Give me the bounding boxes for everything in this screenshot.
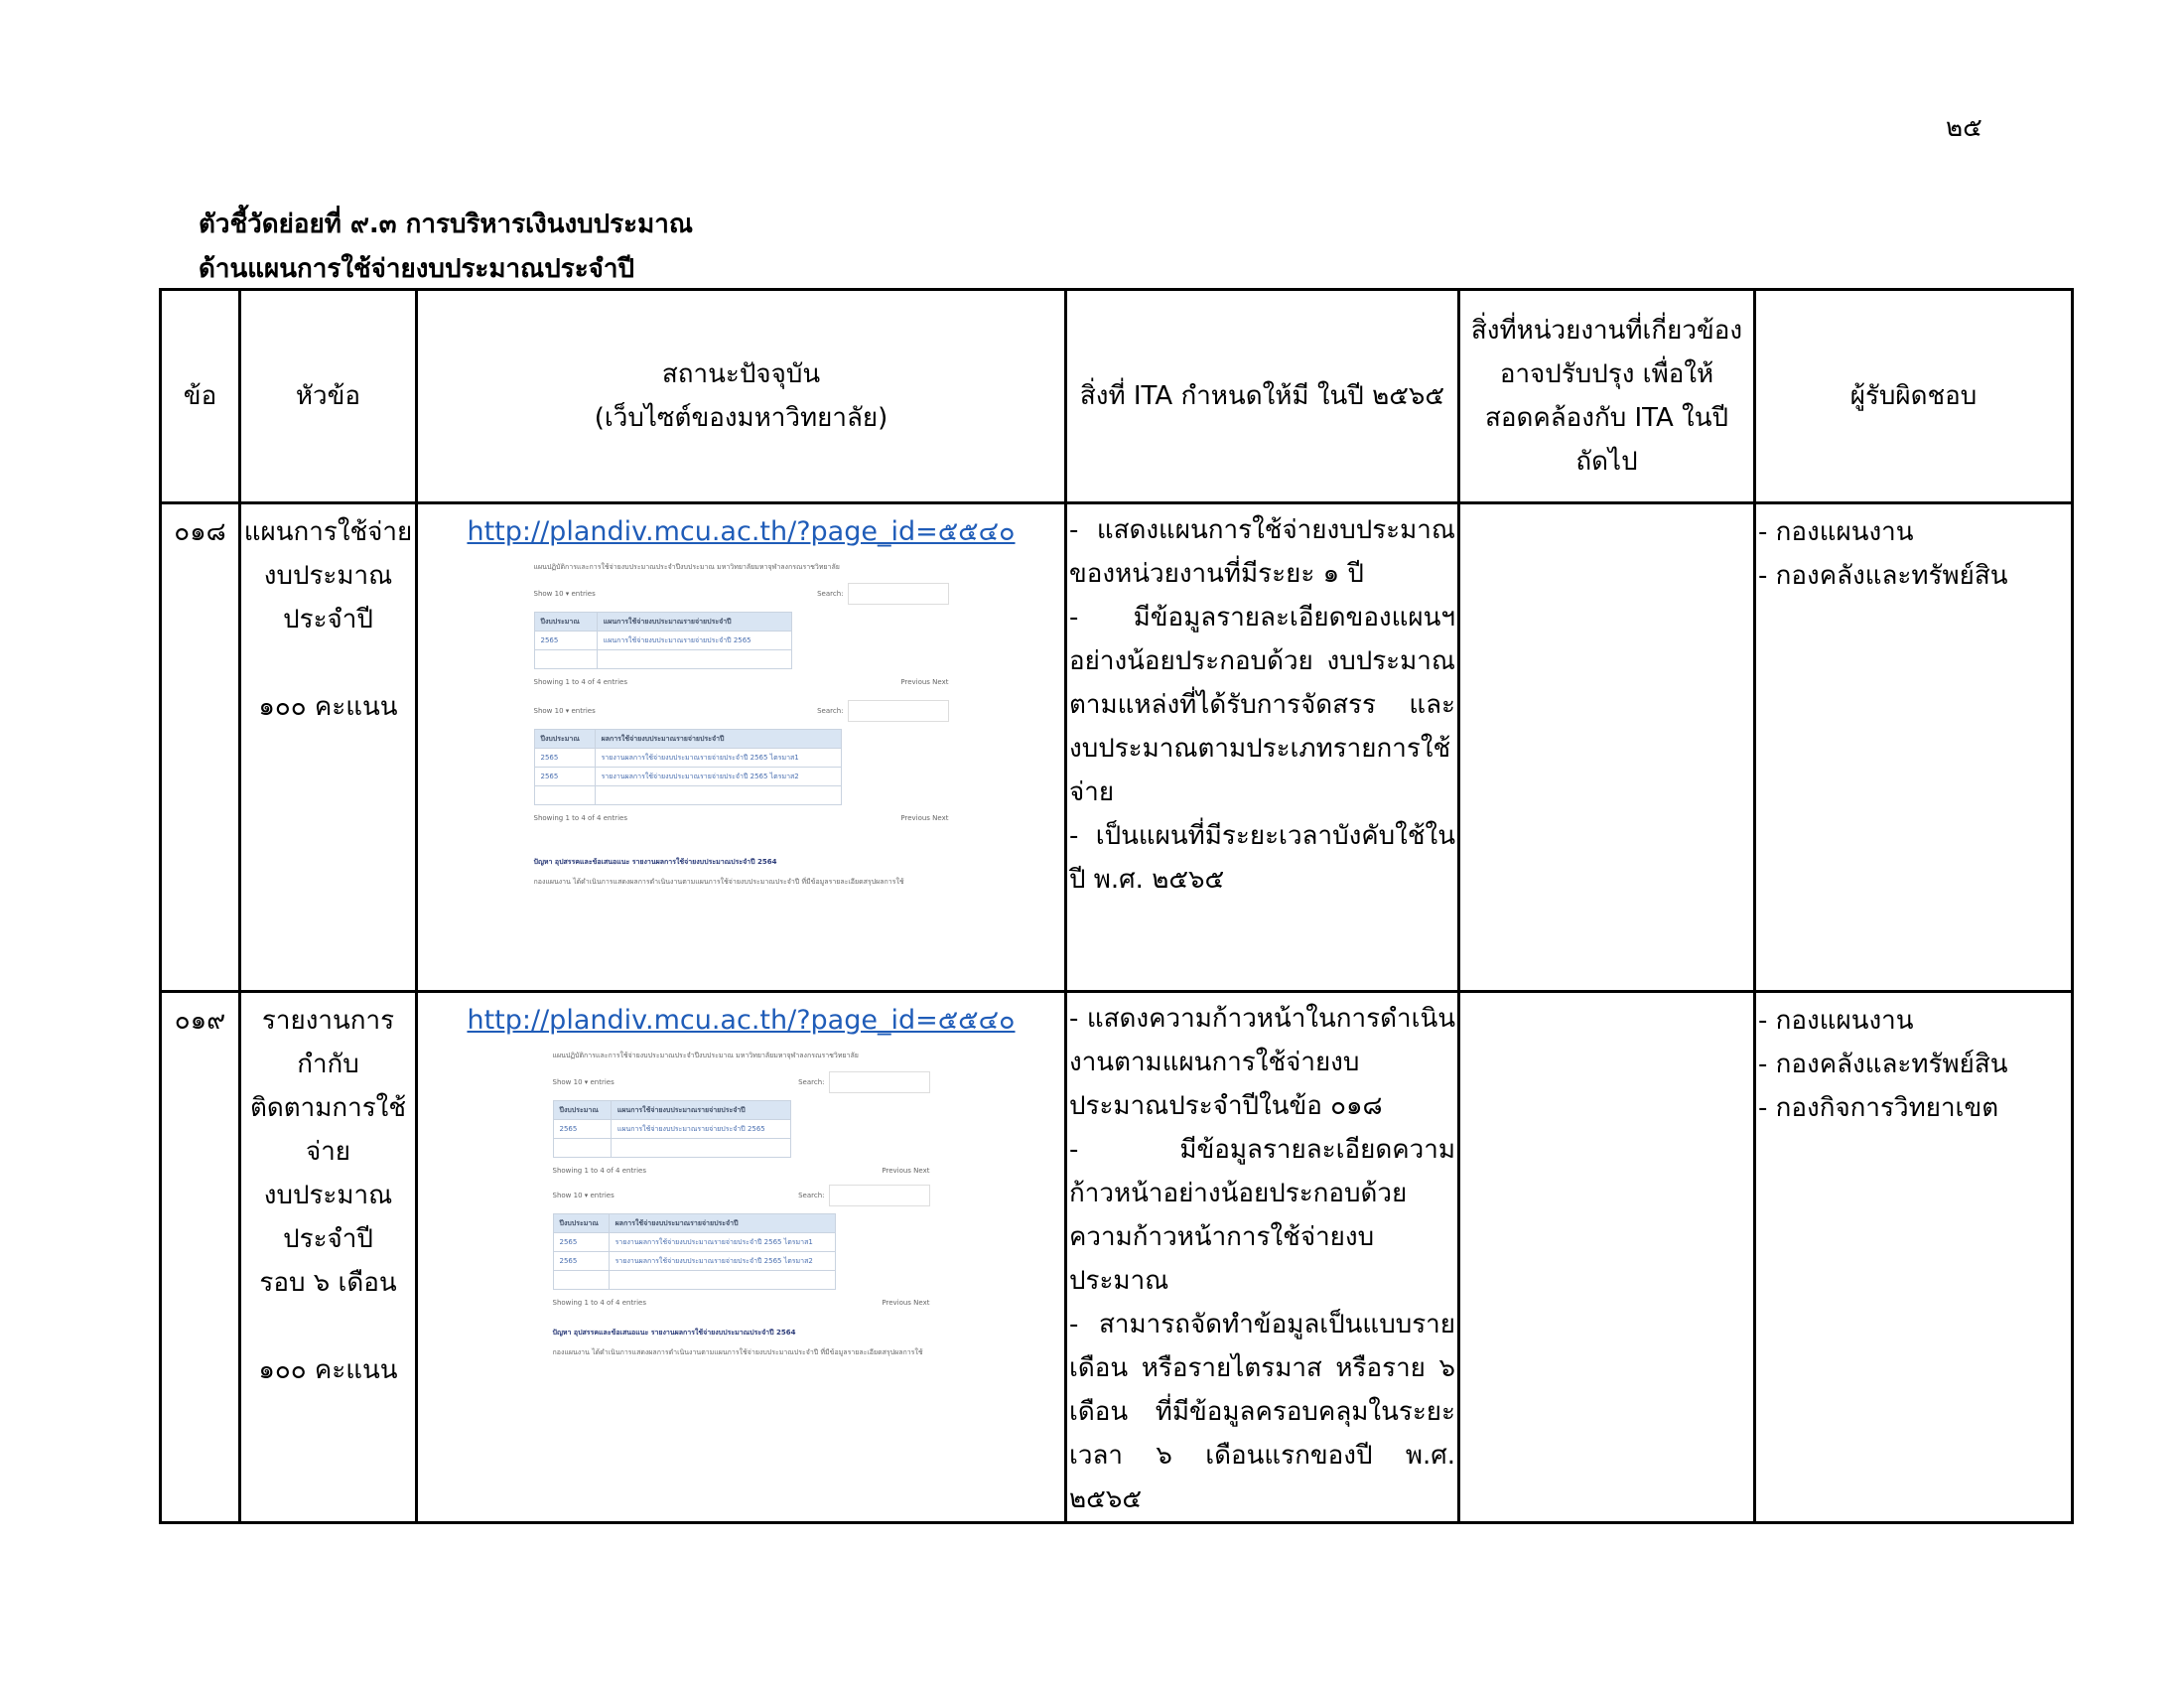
page-number: ๒๕ (1946, 113, 1982, 143)
indicator-table (159, 288, 2074, 1524)
status-link[interactable]: http://plandiv.mcu.ac.th/?page_id=๕๕๔๐ (467, 516, 1016, 547)
header-responsible: ผู้รับผิดชอบ (1755, 290, 2073, 503)
row-number: ๐๑๙ (161, 992, 240, 1523)
row-topic: รายงานการ กำกับ ติดตามการใช้ จ่าย งบประมาณ ประจำปี รอบ ๖ เดือน ๑๐๐ คะแนน (240, 992, 417, 1523)
row-score: ๑๐๐ คะแนน (258, 1355, 398, 1385)
header-status-line-2: (เว็บไซต์ของมหาวิทยาลัย) (594, 403, 888, 433)
heading-line-2: ด้านแผนการใช้จ่ายงบประมาณประจำปี (199, 254, 635, 284)
row-score: ๑๐๐ คะแนน (258, 692, 398, 722)
table-row (161, 992, 2073, 1523)
website-screenshot: แผนปฏิบัติการและการใช้จ่ายงบประมาณประจำปีงบประมาณ มหาวิทยาลัยมหาจุฬาลงกรณราชวิทยาลัย Show 10 ▾ entries Search: ปีงบประมาณ แผนการใช้จ่ายงบประมาณรายจ่ายประจำปี 2565 แผนการใช้จ่ายงบประมาณรายจ่ายประจำปี 2565 Showing 1 to 4 of 4 entries Previous Next Show 10 ▾ entries Search: ปีงบประมาณ ผลการใช้จ่ายงบประมาณรายจ่ายประจำปี 2565 รายงานผลการใช้จ่ายงบประมาณรายจ่ายประจำปี 2565 ไตรมาส1 2565 รายงานผลการใช้จ่ายงบประมาณรายจ่ายประจำปี 2565 ไตรมาส2 Showing 1 to 4 of 4 entries Previous Next ปัญหา อุปสรรคและข้อเสนอแนะ รายงานผลการใช้จ่ายงบประมาณประจำปี 2564 กองแผนงาน ได้ดำเนินการแสดงผลการดำเนินงานตามแผนการใช้จ่ายงบประมาณประจำปี ที่มีข้อมูลรายละเอียดสรุปผลการใช้ (552, 1052, 930, 1356)
header-status (417, 290, 1066, 503)
status-link[interactable]: http://plandiv.mcu.ac.th/?page_id=๕๕๔๐ (467, 1005, 1016, 1036)
row-number: ๐๑๘ (161, 503, 240, 992)
header-status-line-1: สถานะปัจจุบัน (661, 359, 821, 389)
header-ita: สิ่งที่ ITA กำหนดให้มี ในปี ๒๕๖๕ (1066, 290, 1459, 503)
row-status (417, 992, 1066, 1523)
heading-line-1: ตัวชี้วัดย่อยที่ ๙.๓ การบริหารเงินงบประมาณ (199, 210, 693, 239)
row-improvement (1459, 503, 1755, 992)
row-requirements: - แสดงความก้าวหน้าในการดำเนินงานตามแผนการใช้จ่ายงบประมาณประจำปีในข้อ ๐๑๘ - มีข้อมูลรายละเอียดความก้าวหน้าอย่างน้อยประกอบด้วย ความก้าวหน้าการใช้จ่ายงบประมาณ - สามารถจัดทำข้อมูลเป็นแบบรายเดือน หรือรายไตรมาส หรือราย ๖ เดือน ที่มีข้อมูลครอบคลุมในระยะเวลา ๖ เดือนแรกของปี พ.ศ. ๒๕๖๕ (1066, 992, 1459, 1523)
header-no: ข้อ (161, 290, 240, 503)
header-topic: หัวข้อ (240, 290, 417, 503)
table-row (161, 503, 2073, 992)
row-responsible: - กองแผนงาน - กองคลังและทรัพย์สิน (1755, 503, 2073, 992)
website-screenshot: แผนปฏิบัติการและการใช้จ่ายงบประมาณประจำปีงบประมาณ มหาวิทยาลัยมหาจุฬาลงกรณราชวิทยาลัย Show 10 ▾ entries Search: ปีงบประมาณ แผนการใช้จ่ายงบประมาณรายจ่ายประจำปี 2565 แผนการใช้จ่ายงบประมาณรายจ่ายประจำปี 2565 Showing 1 to 4 of 4 entries Previous Next Show 10 ▾ entries Search: ปีงบประมาณ ผลการใช้จ่ายงบประมาณรายจ่ายประจำปี 2565 รายงานผลการใช้จ่ายงบประมาณรายจ่ายประจำปี 2565 ไตรมาส1 2565 รายงานผลการใช้จ่ายงบประมาณรายจ่ายประจำปี 2565 ไตรมาส2 Showing 1 to 4 of 4 entries Previous Next ปัญหา อุปสรรคและข้อเสนอแนะ รายงานผลการใช้จ่ายงบประมาณประจำปี 2564 กองแผนงาน ได้ดำเนินการแสดงผลการดำเนินงานตามแผนการใช้จ่ายงบประมาณประจำปี ที่มีข้อมูลรายละเอียดสรุปผลการใช้ (533, 563, 949, 886)
header-improve: สิ่งที่หน่วยงานที่เกี่ยวข้อง อาจปรับปรุง เพื่อให้ สอดคล้องกับ ITA ในปี ถัดไป (1459, 290, 1755, 503)
row-status (417, 503, 1066, 992)
row-topic: แผนการใช้จ่าย งบประมาณ ประจำปี ๑๐๐ คะแนน (240, 503, 417, 992)
table-header-row (161, 290, 2073, 503)
row-responsible: - กองแผนงาน - กองคลังและทรัพย์สิน - กองกิจการวิทยาเขต (1755, 992, 2073, 1523)
row-requirements: - แสดงแผนการใช้จ่ายงบประมาณของหน่วยงานที่มีระยะ ๑ ปี - มีข้อมูลรายละเอียดของแผนฯ อย่างน้อยประกอบด้วย งบประมาณตามแหล่งที่ได้รับการจัดสรร และงบประมาณตามประเภทรายการใช้จ่าย - เป็นแผนที่มีระยะเวลาบังคับใช้ในปี พ.ศ. ๒๕๖๕ (1066, 503, 1459, 992)
row-improvement (1459, 992, 1755, 1523)
